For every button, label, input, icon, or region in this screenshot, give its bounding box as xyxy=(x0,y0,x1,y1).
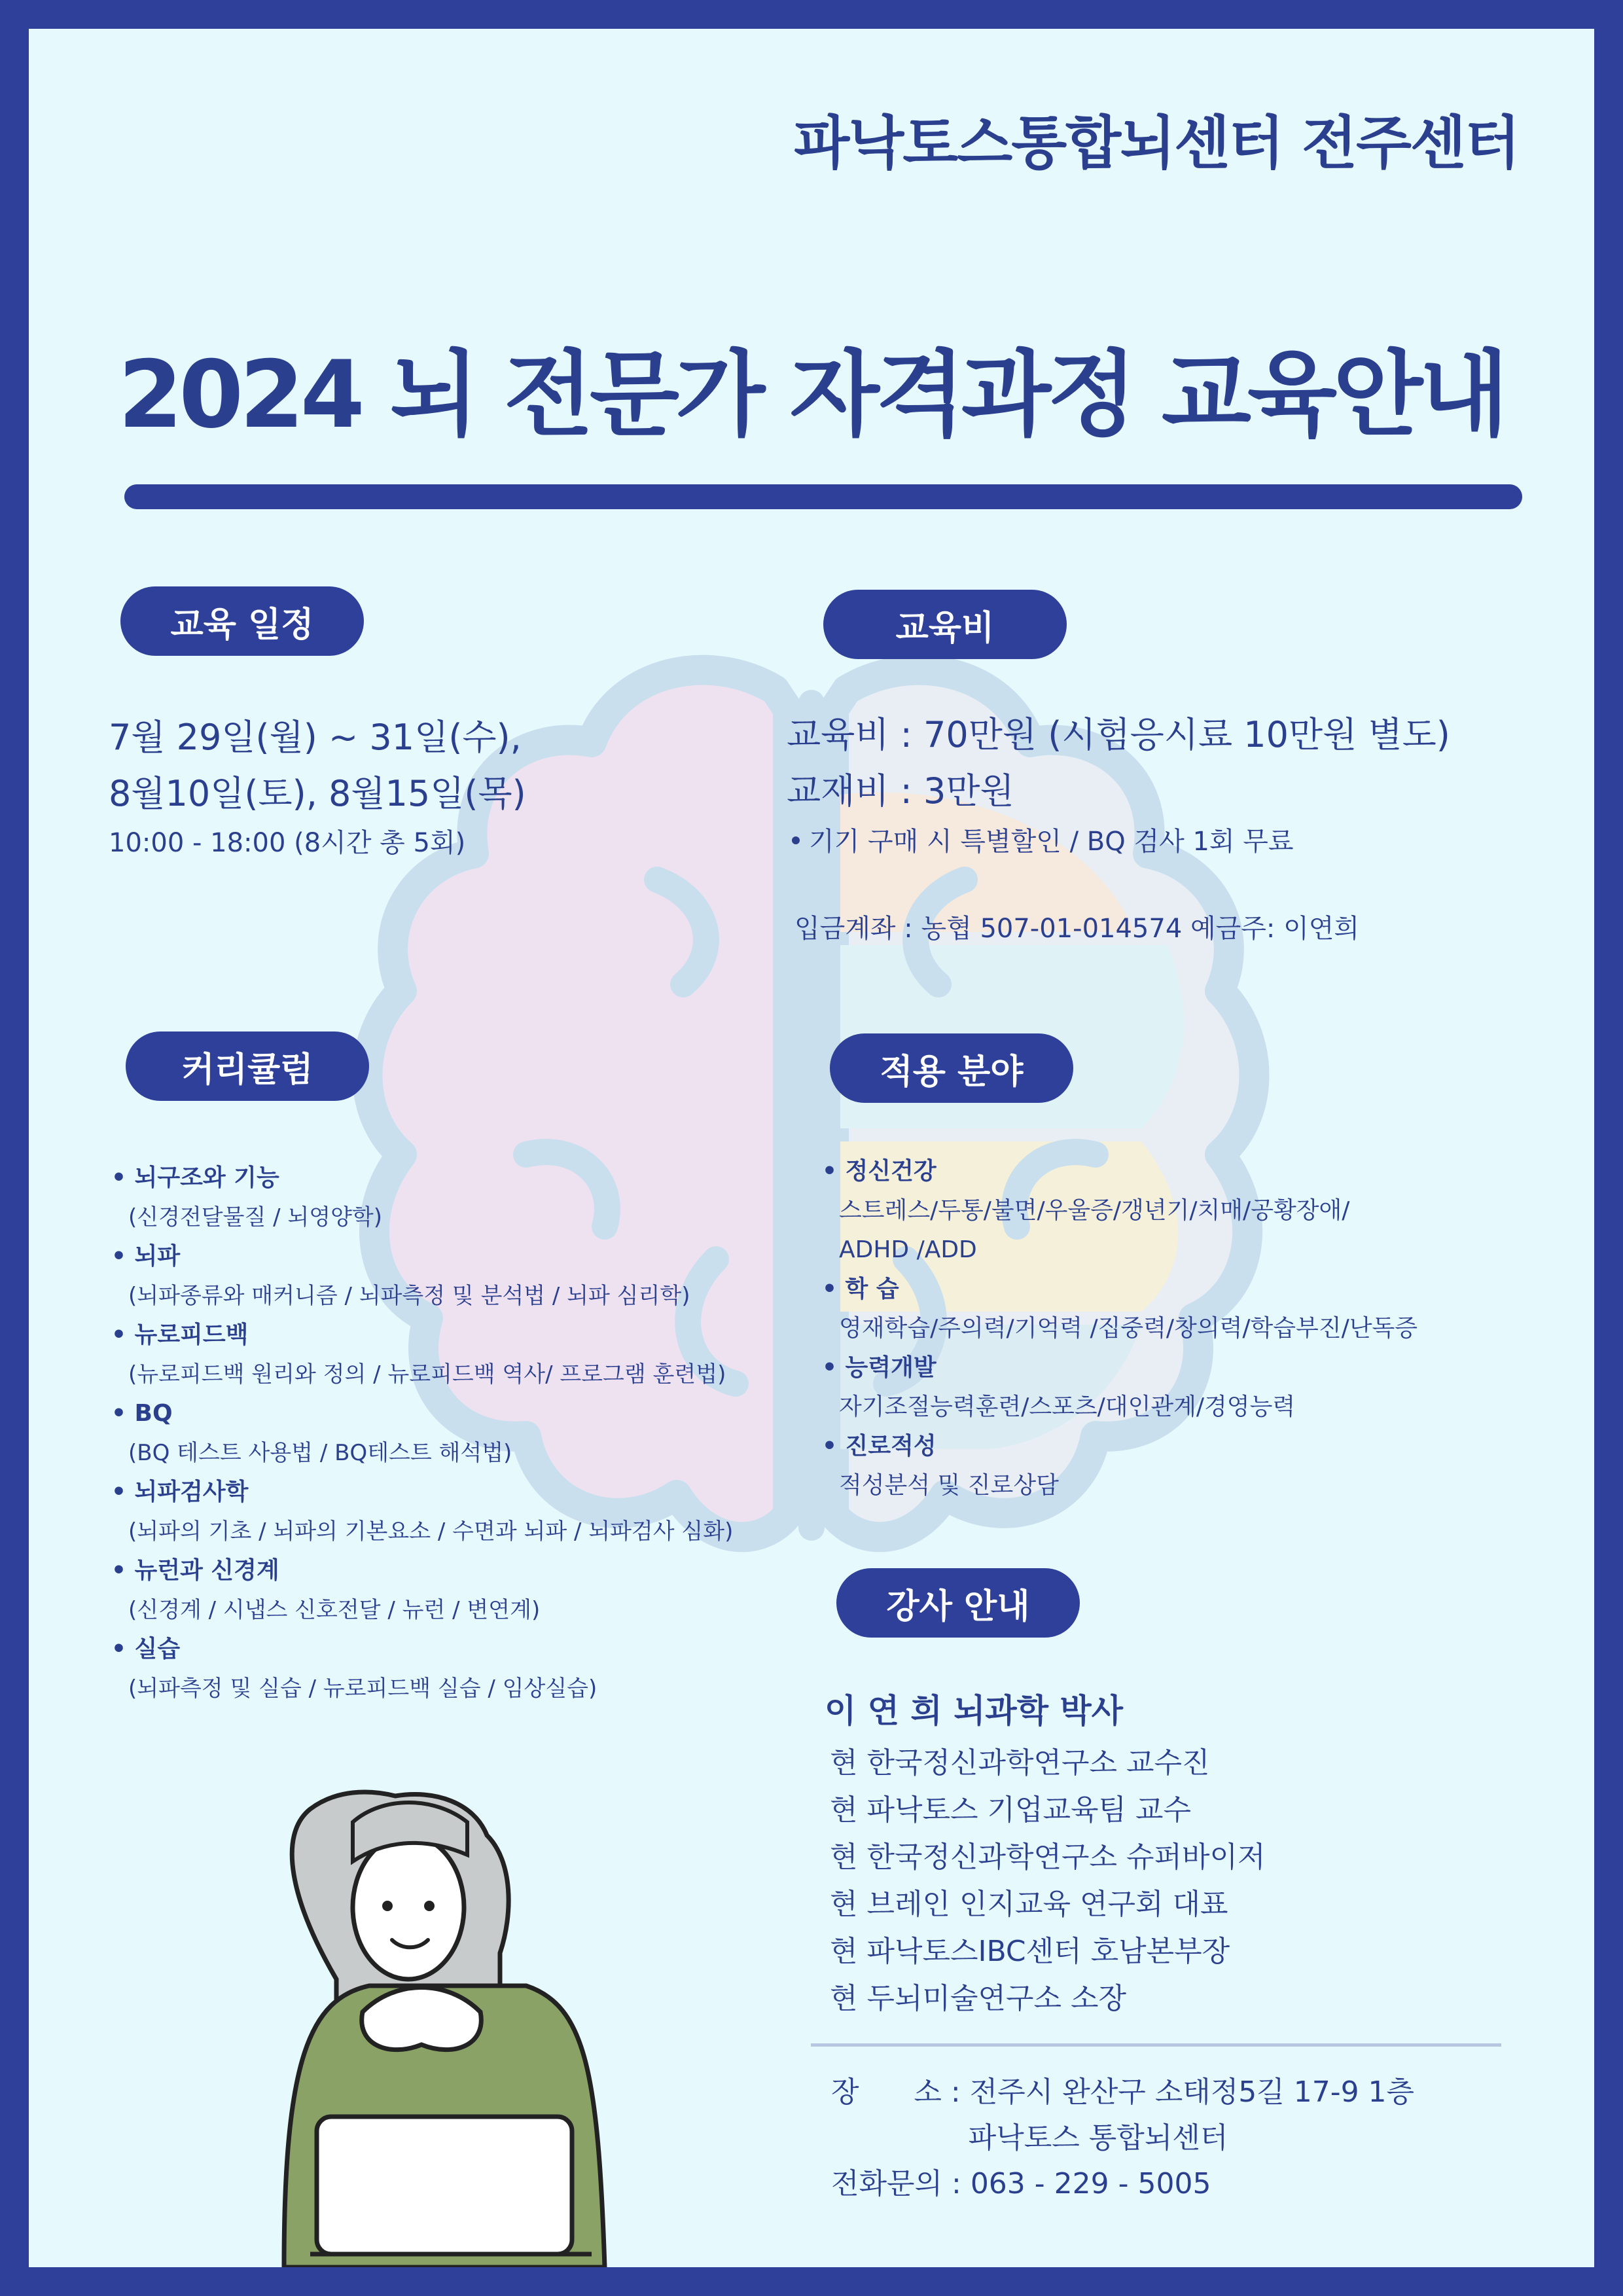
venue-line1: 장 소 : 전주시 완산구 소태정5길 17-9 1층 xyxy=(831,2075,1415,2109)
poster-background xyxy=(29,29,1594,2267)
application-item-detail: ADHD /ADD xyxy=(839,1236,977,1263)
application-item-detail: 영재학습/주의력/기억력 /집중력/창의력/학습부진/난독증 xyxy=(839,1315,1418,1342)
instructor-position: 현 브레인 인지교육 연구회 대표 xyxy=(830,1888,1228,1921)
instructor-label: 강사 안내 xyxy=(886,1587,1030,1626)
curriculum-item-detail: (뉴로피드백 원리와 정의 / 뉴로피드백 역사/ 프로그램 훈련법) xyxy=(128,1361,726,1388)
fee-label: 교육비 xyxy=(895,608,995,648)
curriculum-item-title: • 뇌파검사학 xyxy=(111,1479,249,1505)
curriculum-item-title: • 뉴로피드백 xyxy=(111,1321,249,1348)
fee-label-pill xyxy=(823,590,1067,659)
discount-text: 기기 구매 시 특별할인 / BQ 검사 1회 무료 xyxy=(809,827,1294,857)
discount-note xyxy=(792,821,1294,858)
main-title: 2024 뇌 전문가 자격과정 교육안내 xyxy=(118,341,1505,449)
tuition-fee: 교육비 : 70만원 (시험응시료 10만원 별도) xyxy=(787,714,1450,755)
application-item-title: • 능력개발 xyxy=(822,1354,936,1381)
curriculum-label-pill xyxy=(126,1031,369,1101)
application-item-detail: 자기조절능력훈련/스포츠/대인관계/경영능력 xyxy=(839,1393,1296,1420)
instructor-position: 현 한국정신과학연구소 교수진 xyxy=(830,1746,1210,1780)
instructor-position: 현 두뇌미술연구소 소장 xyxy=(830,1982,1127,2015)
curriculum-label: 커리큘럼 xyxy=(181,1050,313,1090)
curriculum-item-title: • 뇌구조와 기능 xyxy=(111,1164,279,1191)
curriculum-item-title: • 실습 xyxy=(111,1636,181,1662)
application-item-title: • 정신건강 xyxy=(822,1158,936,1185)
curriculum-item-title: • BQ xyxy=(111,1400,173,1427)
instructor-label-pill xyxy=(836,1568,1080,1638)
schedule-label: 교육 일정 xyxy=(170,605,314,645)
application-item-title: • 진로적성 xyxy=(822,1433,936,1460)
schedule-dates-line2: 8월10일(토), 8월15일(목) xyxy=(109,773,526,814)
instructor-position: 현 파낙토스 기업교육팀 교수 xyxy=(830,1793,1192,1827)
curriculum-item-detail: (BQ 테스트 사용법 / BQ테스트 해석법) xyxy=(128,1440,512,1466)
curriculum-item-title: • 뉴런과 신경계 xyxy=(111,1557,279,1584)
center-name: 파낙토스통합뇌센터 전주센터 xyxy=(794,109,1519,177)
application-item-detail: 적성분석 및 진로상담 xyxy=(839,1472,1059,1499)
curriculum-item-title: • 뇌파 xyxy=(111,1243,181,1270)
instructor-position: 현 파낙토스IBC센터 호남본부장 xyxy=(830,1935,1230,1968)
curriculum-item-detail: (뇌파의 기초 / 뇌파의 기본요소 / 수면과 뇌파 / 뇌파검사 심화) xyxy=(128,1518,734,1545)
application-label: 적용 분야 xyxy=(880,1052,1024,1092)
bank-account: 입금계좌 : 농협 507-01-014574 예금주: 이연희 xyxy=(794,914,1360,944)
bullet-icon xyxy=(792,836,800,844)
application-item-title: • 학 습 xyxy=(822,1276,899,1302)
instructor-positions xyxy=(830,1740,1266,2022)
textbook-fee: 교재비 : 3만원 xyxy=(787,770,1014,812)
title-divider-bar xyxy=(124,484,1522,509)
curriculum-item-detail: (뇌파측정 및 실습 / 뉴로피드백 실습 / 임상실습) xyxy=(128,1676,597,1702)
instructor-position: 현 한국정신과학연구소 슈퍼바이저 xyxy=(830,1840,1266,1874)
application-item-detail: 스트레스/두통/불면/우울증/갱년기/치매/공황장애/ xyxy=(839,1197,1350,1224)
application-label-pill xyxy=(830,1033,1073,1103)
schedule-dates-line1: 7월 29일(월) ~ 31일(수), xyxy=(109,717,522,758)
curriculum-item-detail: (뇌파종류와 매커니즘 / 뇌파측정 및 분석법 / 뇌파 심리학) xyxy=(128,1283,690,1309)
venue-line2: 파낙토스 통합뇌센터 xyxy=(831,2121,1228,2155)
schedule-time: 10:00 - 18:00 (8시간 총 5회) xyxy=(109,828,466,858)
woman-with-laptop-illustration xyxy=(284,1792,605,2267)
application-list xyxy=(822,1152,1418,1505)
curriculum-list xyxy=(111,1158,733,1708)
schedule-label-pill xyxy=(120,586,364,656)
instructor-name: 이 연 희 뇌과학 박사 xyxy=(825,1692,1124,1730)
phone-inquiry: 전화문의 : 063 - 229 - 5005 xyxy=(831,2167,1211,2200)
curriculum-item-detail: (신경계 / 시냅스 신호전달 / 뉴런 / 변연계) xyxy=(128,1597,541,1623)
footer-divider xyxy=(811,2043,1501,2047)
curriculum-item-detail: (신경전달물질 / 뇌영양학) xyxy=(128,1204,383,1230)
